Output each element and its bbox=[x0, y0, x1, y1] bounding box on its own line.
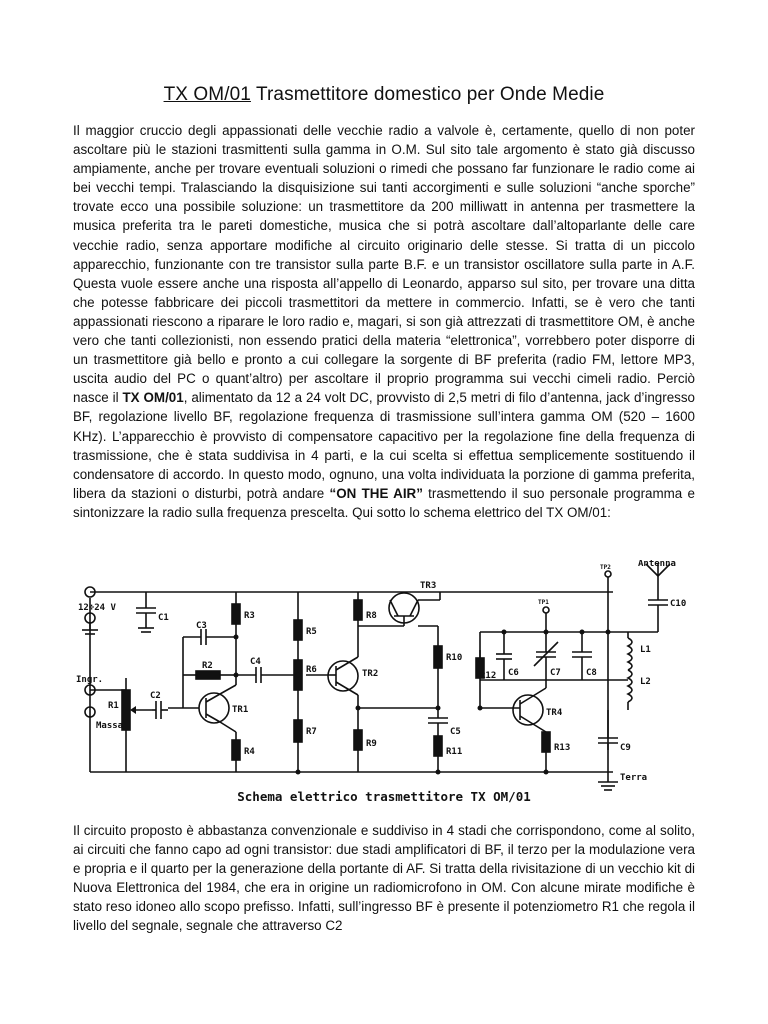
label-c9: C9 bbox=[620, 743, 631, 753]
intro-paragraph bbox=[73, 121, 695, 522]
circuit-paragraph: Il circuito proposto è abbastanza convenzionale e suddiviso in 4 stadi che corrispondono, come al solito, ai circuiti che fanno capo ad ogni transistor: due stadi amplificatori di BF, il terzo per la modulazione vera e propria e il quarto per la generazione della portante di AF. Si tratta della rivisitazione di un vecchio kit di Nuova Elettronica del 1984, che era in origine un radiomicrofono in OM. Con alcune mirate modifiche è stato reso idoneo allo scopo prefisso. Infatti, sull’ingresso BF è presente il potenziometro R1 che regola il livello del segnale, segnale che attraverso C2 bbox=[73, 823, 695, 934]
supply-label: 12÷24 V bbox=[78, 603, 116, 613]
title-text: Trasmettitore domestico per Onde Medie bbox=[256, 84, 605, 105]
label-tr3: TR3 bbox=[420, 581, 437, 591]
earth-label: Terra bbox=[620, 773, 648, 783]
label-tr2: TR2 bbox=[362, 669, 379, 679]
label-r3: R3 bbox=[244, 611, 255, 621]
label-r13: R13 bbox=[554, 743, 571, 753]
label-c7: C7 bbox=[550, 668, 561, 678]
label-r7: R7 bbox=[306, 727, 317, 737]
label-r8: R8 bbox=[366, 611, 377, 621]
intro-bold-model: TX OM/01 bbox=[122, 390, 184, 406]
label-c10: C10 bbox=[670, 599, 687, 609]
label-r10: R10 bbox=[446, 653, 463, 663]
label-c5: C5 bbox=[450, 727, 461, 737]
label-tr4: TR4 bbox=[546, 708, 563, 718]
label-c1: C1 bbox=[158, 613, 169, 623]
ground-in-label: Massa bbox=[96, 721, 124, 731]
antenna-label: Antenna bbox=[638, 560, 676, 569]
page-title bbox=[0, 84, 768, 106]
title-model: TX OM/01 bbox=[163, 84, 251, 105]
label-c4: C4 bbox=[250, 657, 261, 667]
label-r12: R12 bbox=[480, 671, 497, 681]
label-tr1: TR1 bbox=[232, 705, 249, 715]
input-label: Ingr. bbox=[76, 675, 104, 685]
intro-text-2: , alimentato da 12 a 24 volt DC, provvisto di 2,5 metri di filo d’antenna, jack d’ingresso BF, regolazione livello BF, regolazione frequenza di trasmissione sull’intera gamma OM (520 – 1600 KHz). L’apparecchio è provvisto di compensatore capacitivo per la regolazione fine della frequenza di trasmissione, che è stata suddivisa in 4 parti, e la cui scelta si effettua semplicemente sostituendo il condensatore di accordo. In questo modo, ognuno, una volta individuata la porzione di gamma preferita, libera da stazioni o disturbi, potrà andare bbox=[73, 390, 695, 501]
tp1-label: TP1 bbox=[538, 599, 549, 606]
label-r11: R11 bbox=[446, 747, 463, 757]
label-l1: L1 bbox=[640, 645, 651, 655]
label-r6: R6 bbox=[306, 665, 317, 675]
label-c2: C2 bbox=[150, 691, 161, 701]
label-l2: L2 bbox=[640, 677, 651, 687]
label-r1: R1 bbox=[108, 701, 119, 711]
label-r5: R5 bbox=[306, 627, 317, 637]
circuit-schematic bbox=[68, 560, 700, 810]
intro-text-3: trasmettendo il suo personale programma e sintonizzare la radio sulla frequenza prescelta. Qui sotto lo schema elettrico del TX OM/01: bbox=[73, 485, 695, 520]
label-c3: C3 bbox=[196, 621, 207, 631]
tp2-label: TP2 bbox=[600, 564, 611, 571]
intro-bold-on-air: “ON THE AIR” bbox=[329, 485, 423, 501]
label-r4: R4 bbox=[244, 747, 255, 757]
label-c8: C8 bbox=[586, 668, 597, 678]
intro-text-1: Il maggior cruccio degli appassionati delle vecchie radio a valvole è, certamente, quello di non poter ascoltare più le stazioni trasmittenti sulla gamma in O.M. Sul sito tale argomento è stato già discusso ampiamente, anche per trovare eventuali soluzioni o rimedi che possano far funzionare le radio come ai bei vecchi tempi. Tralasciando la disquisizione sui tanti accorgimenti e sulle soluzioni “anche sporche” trovate ecco una possibile soluzione: un trasmettitore da 200 milliwatt in antenna per trasmettere la musica preferita tra le pareti domestiche, musica che si potrà ascoltare dall’altoparlante delle care vecchie radio, senza apportare modifiche al circuito originario delle stesse. Si tratta di un piccolo apparecchio, funzionante con tre transistor sulla parte B.F. e un transistor oscillatore sulla parte in A.F. Questa vuole essere anche una risposta all’appello di Leonardo, apparso sul sito, per trovare una ditta che potesse fabbricare dei piccoli trasmettitori da mettere in commercio. Infatti, se è vero che tanti appassionati riescono a riparare le loro radio e, magari, si son già attrezzati di trasmettitore OM, è anche vero che tanti collezionisti, non essendo pratici della materia “elettronica”, vorrebbero poter disporre di un trasmettitore già bello e pronto a cui collegare la sorgente di BF preferita (radio FM, lettore MP3, uscita audio del PC o quant’altro) per ascoltare il proprio programma sui vecchi cimeli radio. Perciò nasce il bbox=[73, 123, 695, 406]
schematic-caption: Schema elettrico trasmettitore TX OM/01 bbox=[237, 789, 531, 804]
label-r2: R2 bbox=[202, 661, 213, 671]
label-r9: R9 bbox=[366, 739, 377, 749]
label-c6: C6 bbox=[508, 668, 519, 678]
